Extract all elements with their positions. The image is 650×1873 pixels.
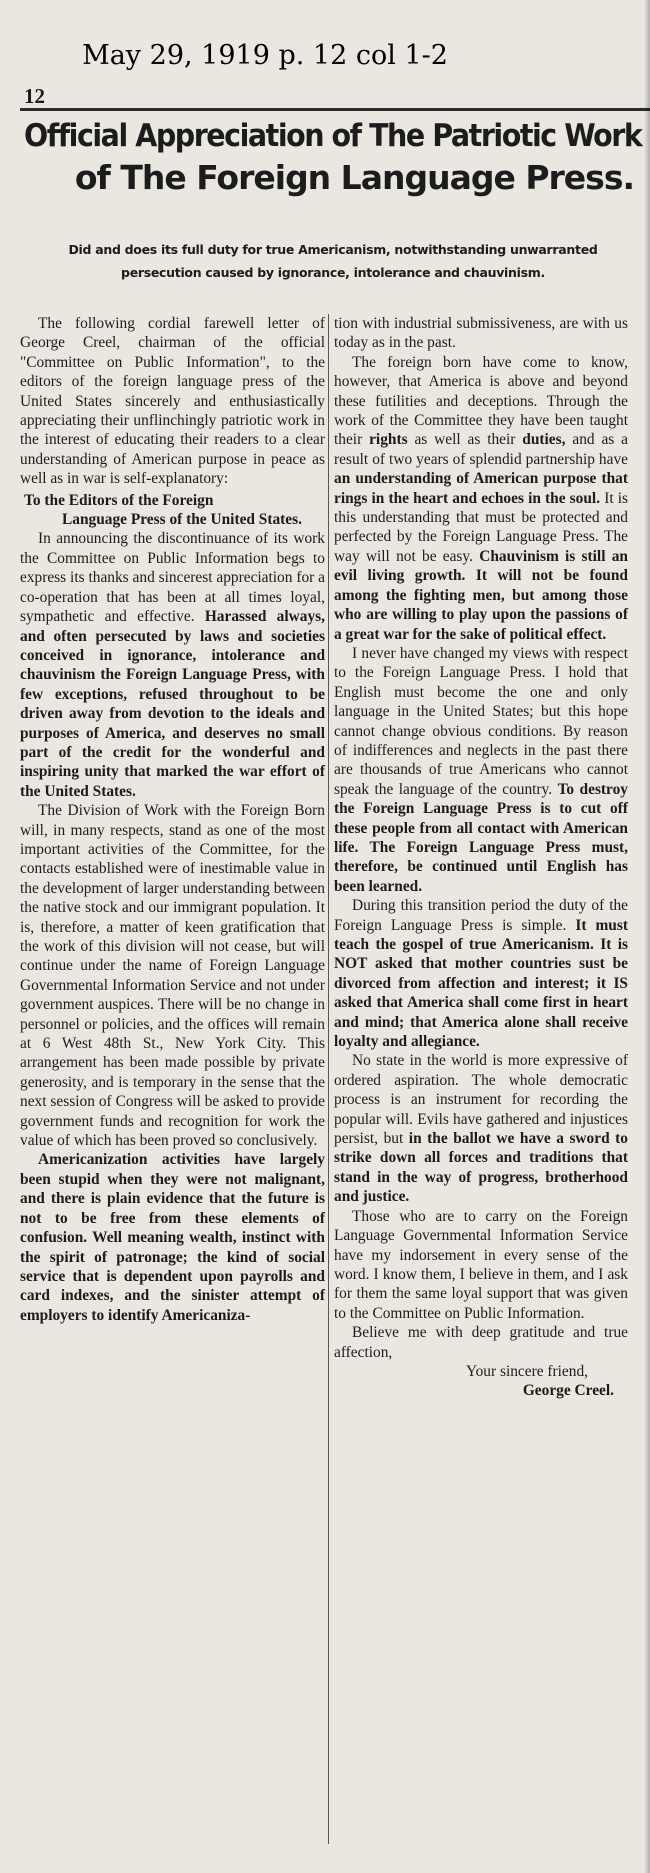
letter-paragraph-9: Believe me with deep gratitude and true affection, [334,1324,628,1361]
subhead [16,238,650,284]
salutation-line-1: To the Editors of the Foreign [24,491,214,509]
text-run: During this transition period the duty of the Foreign Language Press is simple. [334,897,628,934]
letter-paragraph-1-text: In announcing the discontinuance of its work the Committee on Public Information begs to express its thanks and sincerest appreciation for a co-operation that has been at all times loyal, sympathetic and effective. [20,530,325,626]
text-run: as well as their [414,431,516,449]
closing: Your sincere friend, [466,1362,588,1380]
letter-paragraph-6 [334,896,628,1051]
letter-paragraph-5 [334,644,628,896]
letter-paragraph-3: Americanization activities have largely been stupid when they were not malignant, and there is plain evidence that the future is not to be free from these elements of confusion. Well meaning wealth, instinct with the spirit of patronage; the kind of social service that is dependent upon payrolls and card indexes, and the sinister attempt of employers to identify Americaniza- [20,1151,325,1324]
bold-run: in the ballot we have a sword to strike down all forces and traditions that stand in the way of progress, brotherhood and justice. [334,1130,628,1206]
right-column [334,314,628,1401]
letter-paragraph-7 [334,1051,628,1206]
intro-paragraph: The following cordial farewell letter of George Creel, chairman of the official "Committee on Public Information", to the editors of the foreign language press of the United States sincerely and enthusiastically appreciating their unflinchingly patriotic work in the interest of educating their readers to a clear understanding of American purpose in peace as well as in war is self-explanatory: [20,315,325,488]
text-run: No state in the world is more expressive of ordered aspiration. The whole democratic process is an instrument for recording the popular will. Evils have gathered and injustices persist, but [334,1052,628,1148]
text-run: The foreign born have come to know, however, that America is above and beyond these futilities and deceptions. Through the work of the Committee they have been taught their [334,353,628,449]
bold-run: an understanding of American purpose that rings in the heart and echoes in the soul. [334,470,628,507]
left-column [20,314,325,1325]
scan-edge-shadow [644,0,650,1873]
bold-run: It must teach the gospel of true Americanism. It is NOT asked that mother countries sust be divorced from affection and interest; it IS asked that America shall come first in heart and mind; that America alone shall receive loyalty and allegiance. [334,916,628,1051]
bold-run: rights [369,431,408,449]
letter-paragraph-4 [334,353,628,644]
headline [24,118,640,197]
bold-run: Chauvinism is still an evil living growth. It will not be found among the fighting men, but among those who are willing to play upon the passions of a great war for the sake of political effect. [334,547,628,643]
subhead-line-2: persecution caused by ignorance, intolerance and chauvinism. [121,265,545,280]
letter-paragraph-1 [20,529,325,801]
letter-paragraph-1-bold: Harassed always, and often persecuted by laws and societies conceived in ignorance, intolerance and chauvinism the Foreign Language Press, with few exceptions, refused throughout to be driven away from devotion to the ideals and purposes of America, and deserves no small part of the credit for the wonderful and inspiring unity that marked the war effort of the United States. [20,608,325,800]
bold-run: duties, [522,431,566,449]
bold-run: To destroy the Foreign Language Press is to cut off these people from all contact with American life. The Foreign Language Press must, therefore, be continued until English has been learned. [334,780,629,895]
continued-paragraph: tion with industrial submissiveness, are with us today as in the past. [334,315,628,352]
text-run: and as a result of two years of splendid partnership have [334,431,628,468]
source-note: May 29, 1919 p. 12 col 1-2 [82,40,448,71]
subhead-line-1: Did and does its full duty for true Americanism, notwithstanding unwarranted [68,242,598,257]
letter-paragraph-8: Those who are to carry on the Foreign Language Governmental Information Service have my indorsement in every sense of the word. I know them, I believe in them, and I ask for them the same loyal support that was given to the Committee on Public Information. [334,1207,628,1322]
signature: George Creel. [522,1382,614,1400]
column-divider [328,314,329,1844]
text-run: I never have changed my views with respect to the Foreign Language Press. I hold that English must become the one and only language in the United States; but this hope cannot change obvious conditions. By reason of indifferences and neglects in the past there are thousands of true Americans who cannot speak the language of the country. [334,644,628,798]
top-rule [20,108,650,111]
headline-line-2: of The Foreign Language Press. [74,158,634,197]
headline-line-1: Official Appreciation of The Patriotic Work [24,118,642,154]
page-number: 12 [24,84,45,108]
salutation [20,491,325,530]
text-run: It is this understanding that must be protected and perfected by the Foreign Language Press. The way will not be easy. [334,489,628,565]
letter-paragraph-2: The Division of Work with the Foreign Born will, in many respects, stand as one of the most important activities of the Committee, for the contacts established were of inestimable value in the development of larger understanding between the native stock and our immigrant population. It is, therefore, a matter of keen gratification that the work of this division will not cease, but will continue under the name of Foreign Language Governmental Information Service and not under government auspices. There will be no change in personnel or policies, and the offices will remain at 6 West 48th St., New York City. This arrangement has been made possible by private generosity, and is temporary in the sense that the next session of Congress will be asked to provide government funds and recognition for work the value of which has been proved so conclusively. [20,802,325,1150]
salutation-line-2: Language Press of the United States. [62,511,302,529]
